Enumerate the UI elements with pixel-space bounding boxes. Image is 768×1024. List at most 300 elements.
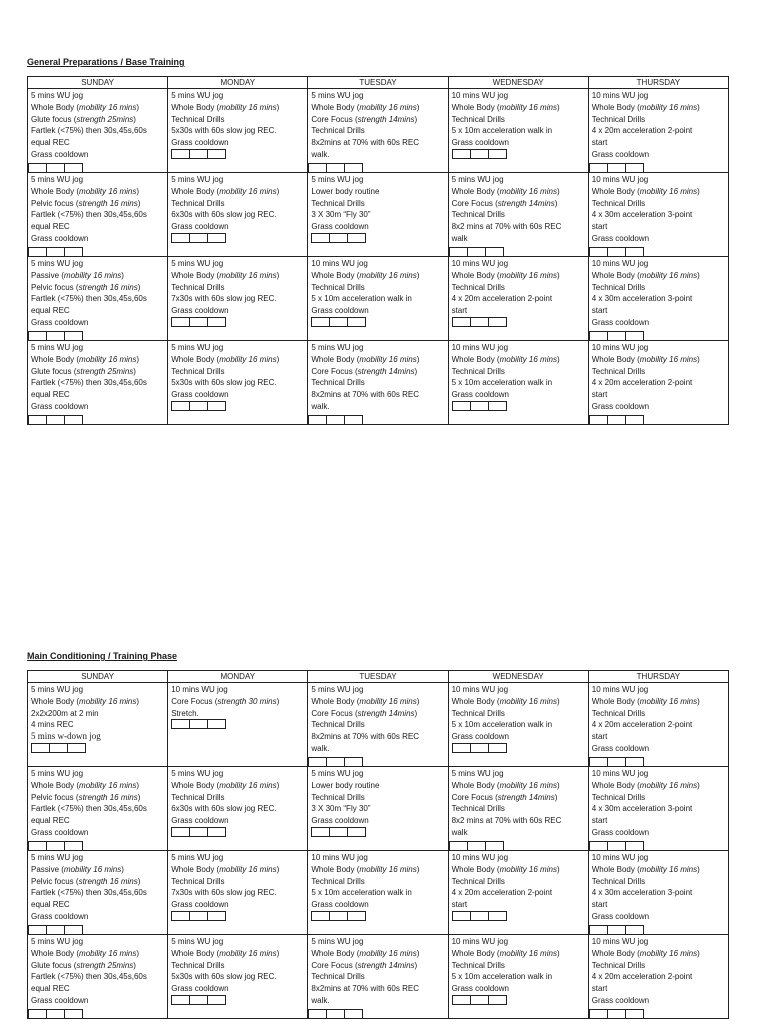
tick-box[interactable]: [171, 317, 190, 327]
tick-box[interactable]: [452, 995, 471, 1005]
session-line: [31, 125, 164, 137]
tick-box[interactable]: [311, 317, 330, 327]
session-line: [452, 768, 585, 780]
session-text: Whole Body (: [451, 864, 500, 874]
session-text-close: ): [697, 186, 700, 196]
tick-box[interactable]: [28, 331, 47, 341]
session-line: [452, 198, 585, 210]
tick-box[interactable]: [31, 743, 50, 753]
session-text: Grass cooldown: [451, 732, 509, 742]
session-text: start: [591, 900, 608, 910]
tick-box[interactable]: [207, 911, 226, 921]
tick-box[interactable]: [308, 757, 327, 767]
tick-box-group: [449, 841, 503, 851]
session-text: 5 x 10m acceleration walk in: [451, 378, 553, 388]
tick-box[interactable]: [207, 719, 226, 729]
tick-box[interactable]: [46, 247, 65, 257]
session-text-close: ): [697, 270, 700, 280]
tick-box[interactable]: [488, 743, 507, 753]
tick-box[interactable]: [189, 401, 208, 411]
tick-box[interactable]: [470, 317, 489, 327]
session-line: [452, 186, 585, 198]
tick-box[interactable]: [625, 1009, 644, 1019]
session-line: [31, 983, 164, 995]
session-detail: strength 16 mins: [78, 198, 138, 208]
tick-box[interactable]: [189, 995, 208, 1005]
tick-box[interactable]: [64, 841, 83, 851]
session-cell: [588, 683, 728, 767]
tick-box[interactable]: [64, 415, 83, 425]
tick-box-group: [589, 331, 643, 341]
tick-box[interactable]: [452, 401, 471, 411]
tick-box[interactable]: [28, 841, 47, 851]
tick-box[interactable]: [347, 317, 366, 327]
tick-box[interactable]: [64, 1009, 83, 1019]
session-text: equal REC: [31, 984, 70, 994]
session-line: [452, 282, 585, 294]
session-line: [31, 317, 164, 329]
tick-box[interactable]: [625, 331, 644, 341]
session-text: 5 mins WU jog: [171, 769, 224, 778]
tick-box[interactable]: [171, 719, 190, 729]
session-line: [31, 389, 164, 401]
session-line: [31, 948, 164, 960]
tick-box[interactable]: [189, 827, 208, 837]
session-line: [592, 233, 725, 245]
session-detail: mobility 16 mins: [79, 948, 137, 958]
tick-box[interactable]: [589, 1009, 608, 1019]
tick-box[interactable]: [207, 827, 226, 837]
session-line: [311, 102, 444, 114]
tick-box[interactable]: [467, 247, 486, 257]
tick-box[interactable]: [308, 415, 327, 425]
session-text: start: [451, 900, 468, 910]
section-title: Main Conditioning / Training Phase: [27, 651, 178, 661]
day-header-monday: MONDAY: [168, 77, 308, 89]
session-line: [311, 743, 444, 755]
session-detail: strength 14mins: [497, 792, 555, 802]
tick-box[interactable]: [589, 163, 608, 173]
tick-box-group: [311, 233, 444, 243]
tick-box[interactable]: [171, 401, 190, 411]
session-text: 4 x 30m acceleration 3-point: [591, 804, 693, 814]
session-text: Grass cooldown: [591, 827, 650, 837]
session-line: [31, 780, 164, 792]
session-line: [592, 899, 725, 911]
tick-box[interactable]: [625, 415, 644, 425]
session-line: [311, 305, 444, 317]
tick-box[interactable]: [470, 995, 489, 1005]
session-line: [592, 911, 725, 923]
tick-box[interactable]: [607, 757, 626, 767]
session-text-close: ): [556, 270, 560, 280]
tick-box[interactable]: [607, 163, 626, 173]
session-text: Fartlek (<75%) then 30s,45s,60s: [31, 294, 147, 304]
session-line: [452, 342, 585, 354]
tick-box[interactable]: [488, 317, 507, 327]
session-line: [592, 221, 725, 233]
tick-box[interactable]: [171, 233, 190, 243]
tick-box[interactable]: [64, 925, 83, 935]
tick-box[interactable]: [46, 163, 65, 173]
session-line: [171, 948, 304, 960]
tick-box-group: [171, 233, 304, 243]
tick-box[interactable]: [470, 743, 489, 753]
tick-box[interactable]: [207, 995, 226, 1005]
session-cell: [588, 767, 728, 851]
week-row: [28, 767, 729, 851]
session-detail: mobility 16 mins: [359, 354, 417, 364]
session-text: 5 mins WU jog: [171, 853, 224, 862]
tick-box[interactable]: [64, 163, 83, 173]
session-cell: [588, 257, 728, 341]
session-line: [592, 137, 725, 149]
tick-box[interactable]: [607, 925, 626, 935]
session-text: Glute focus (: [31, 366, 77, 376]
session-line: [171, 282, 304, 294]
tick-box[interactable]: [488, 911, 507, 921]
session-text: Pelvic focus (: [31, 282, 79, 292]
tick-box[interactable]: [326, 163, 345, 173]
session-text: Grass cooldown: [31, 995, 89, 1005]
tick-box[interactable]: [607, 247, 626, 257]
session-text: Technical Drills: [451, 114, 505, 124]
session-text: Grass cooldown: [451, 138, 509, 148]
session-text: Fartlek (<75%) then 30s,45s,60s: [31, 378, 147, 388]
session-cell: [168, 257, 308, 341]
tick-box[interactable]: [189, 233, 208, 243]
tick-box[interactable]: [46, 841, 65, 851]
session-text: Whole Body (: [451, 354, 500, 364]
session-text: walk: [451, 827, 468, 837]
session-text: Technical Drills: [311, 972, 365, 982]
session-line: [171, 186, 304, 198]
session-line: [311, 198, 444, 210]
tick-box-group: [28, 841, 82, 851]
session-line: [171, 971, 304, 983]
session-detail: mobility 16 mins: [639, 186, 698, 196]
tick-box[interactable]: [589, 247, 608, 257]
tick-box[interactable]: [488, 995, 507, 1005]
tick-box[interactable]: [449, 841, 468, 851]
tick-box[interactable]: [452, 149, 471, 159]
session-line: [592, 174, 725, 186]
tick-box-group: [171, 995, 304, 1005]
session-text: 8x2mins at 70% with 60s REC: [311, 138, 419, 148]
session-text: 5 mins WU jog: [31, 853, 84, 862]
tick-box[interactable]: [470, 149, 489, 159]
section-main-conditioning: [27, 650, 729, 1019]
tick-box[interactable]: [470, 401, 489, 411]
session-line: [171, 696, 304, 708]
tick-box[interactable]: [46, 415, 65, 425]
session-text: 5 mins WU jog: [311, 175, 364, 184]
session-text: 5 mins WU jog: [311, 769, 364, 778]
tick-box[interactable]: [607, 1009, 626, 1019]
session-text: start: [451, 306, 468, 316]
session-line: [311, 270, 444, 282]
session-text-close: ): [121, 270, 124, 280]
session-text: Grass cooldown: [311, 900, 369, 910]
session-text-close: ): [697, 780, 700, 790]
tick-box[interactable]: [347, 233, 366, 243]
session-line: [452, 114, 585, 126]
training-table: [27, 670, 729, 1019]
session-text-close: ): [276, 354, 280, 364]
session-line: [31, 864, 164, 876]
tick-box[interactable]: [326, 757, 345, 767]
session-text: 5 mins WU jog: [31, 343, 84, 352]
tick-box[interactable]: [488, 149, 507, 159]
tick-box[interactable]: [207, 401, 226, 411]
tick-box[interactable]: [452, 911, 471, 921]
tick-box[interactable]: [207, 233, 226, 243]
tick-box[interactable]: [189, 149, 208, 159]
tick-box[interactable]: [452, 317, 471, 327]
session-text: 10 mins WU jog: [451, 343, 509, 352]
tick-box-group: [589, 163, 643, 173]
tick-box[interactable]: [449, 247, 468, 257]
session-text-close: ): [276, 270, 280, 280]
session-line: [171, 899, 304, 911]
tick-box[interactable]: [311, 233, 330, 243]
session-text: Technical Drills: [451, 708, 505, 718]
tick-box[interactable]: [311, 911, 330, 921]
session-line: [171, 125, 304, 137]
session-text-close: ): [697, 102, 700, 112]
tick-box[interactable]: [28, 247, 47, 257]
session-line: [592, 768, 725, 780]
session-detail: mobility 16 mins: [359, 948, 417, 958]
tick-box[interactable]: [28, 163, 47, 173]
session-line: [592, 743, 725, 755]
session-text: Grass cooldown: [171, 222, 229, 232]
session-text: 5 mins WU jog: [171, 91, 224, 100]
tick-box[interactable]: [607, 415, 626, 425]
session-text: 4 x 20m acceleration 2-point: [591, 972, 693, 982]
tick-box[interactable]: [308, 163, 327, 173]
session-line: [452, 899, 585, 911]
session-line: [31, 887, 164, 899]
tick-box[interactable]: [311, 827, 330, 837]
tick-box[interactable]: [589, 841, 608, 851]
tick-box[interactable]: [28, 415, 47, 425]
tick-box[interactable]: [308, 1009, 327, 1019]
session-line: [311, 719, 444, 731]
session-text: 5 x 10m acceleration walk in: [451, 126, 553, 136]
session-line: [31, 221, 164, 233]
session-text: 5 mins WU jog: [451, 175, 504, 184]
session-text: Technical Drills: [171, 792, 225, 802]
session-line: [171, 258, 304, 270]
tick-box[interactable]: [46, 1009, 65, 1019]
session-line: [452, 293, 585, 305]
session-text: Grass cooldown: [591, 911, 650, 921]
tick-box[interactable]: [625, 757, 644, 767]
session-text: 4 mins REC: [31, 720, 74, 730]
tick-box[interactable]: [329, 911, 348, 921]
session-cell: [448, 173, 588, 257]
tick-box[interactable]: [589, 415, 608, 425]
tick-box-group: [311, 827, 444, 837]
tick-box[interactable]: [189, 911, 208, 921]
tick-box[interactable]: [344, 757, 363, 767]
tick-box[interactable]: [64, 247, 83, 257]
tick-box[interactable]: [589, 757, 608, 767]
session-text: Grass cooldown: [591, 995, 650, 1005]
tick-box[interactable]: [171, 827, 190, 837]
session-line: [592, 102, 725, 114]
session-line: [452, 174, 585, 186]
tick-box[interactable]: [607, 841, 626, 851]
session-line: [31, 708, 164, 720]
session-text: 6x30s with 60s slow jog REC.: [171, 210, 277, 220]
tick-box[interactable]: [67, 743, 86, 753]
tick-box[interactable]: [189, 317, 208, 327]
section-title: General Preparations / Base Training: [27, 57, 185, 67]
tick-box[interactable]: [329, 233, 348, 243]
day-header-tuesday: TUESDAY: [308, 77, 448, 89]
tick-box[interactable]: [589, 331, 608, 341]
session-text: 10 mins WU jog: [591, 259, 649, 268]
session-line: [592, 803, 725, 815]
session-text-close: ): [136, 696, 140, 706]
session-line: [592, 971, 725, 983]
tick-box-group: [171, 401, 304, 411]
session-text: 6x30s with 60s slow jog REC.: [171, 804, 277, 814]
tick-box[interactable]: [28, 1009, 47, 1019]
session-cell: [448, 341, 588, 425]
tick-box[interactable]: [452, 743, 471, 753]
session-text: Technical Drills: [591, 708, 646, 718]
tick-box[interactable]: [625, 247, 644, 257]
session-detail: mobility 16 mins: [499, 186, 557, 196]
session-line: [171, 198, 304, 210]
session-line: [452, 102, 585, 114]
session-text: Grass cooldown: [171, 138, 229, 148]
tick-box[interactable]: [467, 841, 486, 851]
session-text-close: ): [416, 696, 420, 706]
tick-box[interactable]: [46, 925, 65, 935]
tick-box-group: [452, 401, 585, 411]
session-text: Stretch.: [171, 708, 199, 718]
session-text: walk.: [311, 995, 330, 1005]
session-text: 5x30s with 60s slow jog REC.: [171, 378, 277, 388]
tick-box[interactable]: [326, 1009, 345, 1019]
session-text: Whole Body (: [171, 948, 220, 958]
tick-box[interactable]: [485, 841, 504, 851]
session-text: Technical Drills: [591, 960, 646, 970]
session-text-close: ): [136, 780, 140, 790]
tick-box[interactable]: [171, 149, 190, 159]
session-text-close: ): [276, 696, 280, 706]
session-text: Whole Body (: [451, 102, 500, 112]
session-line: [452, 137, 585, 149]
session-text: Passive (: [31, 270, 64, 280]
tick-box[interactable]: [607, 331, 626, 341]
tick-box[interactable]: [171, 995, 190, 1005]
session-detail: strength 25mins: [76, 114, 134, 124]
session-cell: [28, 851, 168, 935]
tick-box[interactable]: [470, 911, 489, 921]
tick-box[interactable]: [329, 317, 348, 327]
tick-box[interactable]: [625, 925, 644, 935]
session-text: Technical Drills: [311, 282, 365, 292]
tick-box[interactable]: [625, 841, 644, 851]
tick-box[interactable]: [28, 925, 47, 935]
session-text-close: ): [414, 708, 418, 718]
session-line: [452, 815, 585, 827]
session-line: [171, 270, 304, 282]
tick-box[interactable]: [344, 1009, 363, 1019]
session-text: 4 x 30m acceleration 3-point: [591, 888, 693, 898]
session-detail: strength 25mins: [76, 366, 134, 376]
tick-box[interactable]: [344, 415, 363, 425]
tick-box[interactable]: [207, 149, 226, 159]
session-text: Whole Body (: [591, 864, 640, 874]
session-line: [31, 971, 164, 983]
header-row: [28, 671, 729, 683]
tick-box[interactable]: [347, 827, 366, 837]
tick-box[interactable]: [488, 401, 507, 411]
tick-box[interactable]: [347, 911, 366, 921]
session-text: 7x30s with 60s slow jog REC.: [171, 294, 277, 304]
tick-box[interactable]: [344, 163, 363, 173]
tick-box[interactable]: [485, 247, 504, 257]
session-line: [31, 305, 164, 317]
session-line: [452, 780, 585, 792]
session-text: equal REC: [31, 138, 70, 148]
session-line: [592, 198, 725, 210]
session-line: [452, 354, 585, 366]
session-text: 10 mins WU jog: [311, 259, 368, 268]
tick-box[interactable]: [46, 331, 65, 341]
session-detail: mobility 16 mins: [359, 864, 417, 874]
session-line: [311, 803, 444, 815]
day-header-thursday: THURSDAY: [588, 77, 728, 89]
session-detail: mobility 16 mins: [499, 354, 557, 364]
tick-box[interactable]: [64, 331, 83, 341]
session-text: Whole Body (: [591, 102, 640, 112]
session-line: [452, 852, 585, 864]
session-line: [452, 887, 585, 899]
tick-box[interactable]: [49, 743, 68, 753]
session-text: Grass cooldown: [171, 816, 229, 826]
tick-box[interactable]: [329, 827, 348, 837]
tick-box[interactable]: [207, 317, 226, 327]
tick-box[interactable]: [589, 925, 608, 935]
session-text: 4 x 20m acceleration 2-point: [591, 378, 693, 388]
session-line: [311, 366, 444, 378]
tick-box[interactable]: [625, 163, 644, 173]
session-text: walk.: [311, 743, 330, 753]
session-text: Grass cooldown: [31, 317, 89, 327]
tick-box[interactable]: [189, 719, 208, 729]
tick-box[interactable]: [171, 911, 190, 921]
session-detail: mobility 16 mins: [219, 270, 277, 280]
tick-box[interactable]: [326, 415, 345, 425]
day-header-wednesday: WEDNESDAY: [448, 671, 588, 683]
session-line: [31, 342, 164, 354]
tick-box-group: [308, 415, 362, 425]
session-cell: [308, 935, 448, 1019]
session-cell: [28, 257, 168, 341]
session-text: Grass cooldown: [171, 984, 229, 994]
session-text-close: ): [137, 282, 141, 292]
session-text: Whole Body (: [451, 780, 500, 790]
session-text: Grass cooldown: [171, 390, 229, 400]
session-line: [452, 696, 585, 708]
